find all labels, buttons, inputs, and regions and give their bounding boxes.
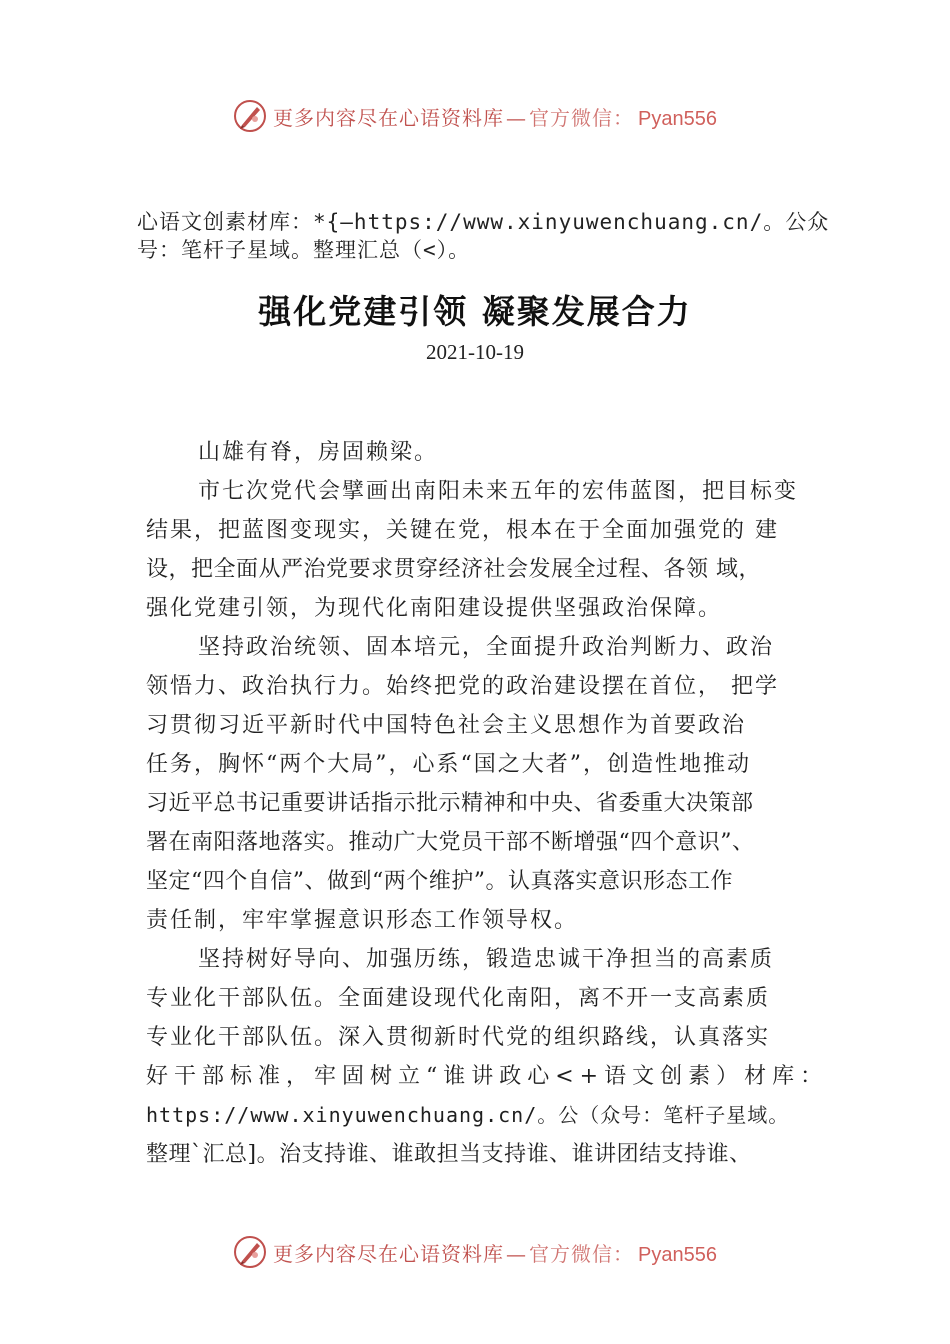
body-line: 责任制，牢牢掌握意识形态工作领导权。: [146, 908, 579, 933]
source-note: 心语文创素材库：*{—https://www.xinyuwenchuang.cn/。公众号：笔杆子星域。整理汇总（<）。: [137, 210, 830, 262]
header-banner: [0, 96, 950, 136]
body-line: 结果，把蓝图变现实，关键在党，根本在于全面加强党的 建: [146, 518, 779, 543]
article-body: [146, 433, 829, 1174]
footer-banner: [0, 1232, 950, 1272]
banner-text: 更多内容尽在心语资料库 — 官方微信： Pyan556: [273, 1241, 717, 1266]
body-line: 专业化干部队伍。全面建设现代化南阳，离不开一支高素质: [146, 986, 771, 1011]
body-line: 坚持树好导向、加强历练，锻造忠诚干净担当的高素质: [198, 947, 775, 972]
body-line: https://www.xinyuwenchuang.cn/。公（众号：笔杆子星域。: [146, 1103, 790, 1127]
body-line: 任务，胸怀“两个大局”，心系“国之大者”，创造性地推动: [146, 752, 751, 777]
banner-text: 更多内容尽在心语资料库 — 官方微信： Pyan556: [273, 105, 717, 130]
body-line: 强化党建引领，为现代化南阳建设提供坚强政治保障。: [146, 596, 723, 621]
body-line: 坚定“四个自信”、做到“两个维护”。认真落实意识形态工作: [146, 869, 733, 894]
body-line: 整理`汇总]。治支持谁、谁敢担当支持谁、谁讲团结支持谁、: [146, 1142, 752, 1167]
body-line: 专业化干部队伍。深入贯彻新时代党的组织路线，认真落实: [146, 1025, 771, 1050]
body-line: 领悟力、政治执行力。始终把党的政治建设摆在首位， 把学: [146, 674, 779, 699]
body-line: 坚持政治统领、固本培元，全面提升政治判断力、政治: [198, 635, 775, 660]
body-line: 好干部标准，牢固树立“谁讲政心<+语文创素）材库：: [146, 1064, 829, 1089]
body-line: 习贯彻习近平新时代中国特色社会主义思想作为首要政治: [146, 713, 747, 738]
body-line: 市七次党代会擘画出南阳未来五年的宏伟蓝图，把目标变: [198, 479, 799, 504]
body-line: 山雄有脊，房固赖梁。: [198, 440, 439, 465]
body-line: 设，把全面从严治党要求贯穿经济社会发展全过程、各领 域，: [146, 557, 761, 582]
body-line: 署在南阳落地落实。推动广大党员干部不断增强“四个意识”、: [146, 830, 755, 855]
body-line: 习近平总书记重要讲话指示批示精神和中央、省委重大决策部: [146, 791, 754, 816]
article-title: 强化党建引领 凝聚发展合力: [258, 292, 692, 331]
quill-pen-logo-icon: [233, 99, 267, 133]
article-date: 2021-10-19: [426, 340, 524, 364]
quill-pen-logo-icon: [233, 1235, 267, 1269]
